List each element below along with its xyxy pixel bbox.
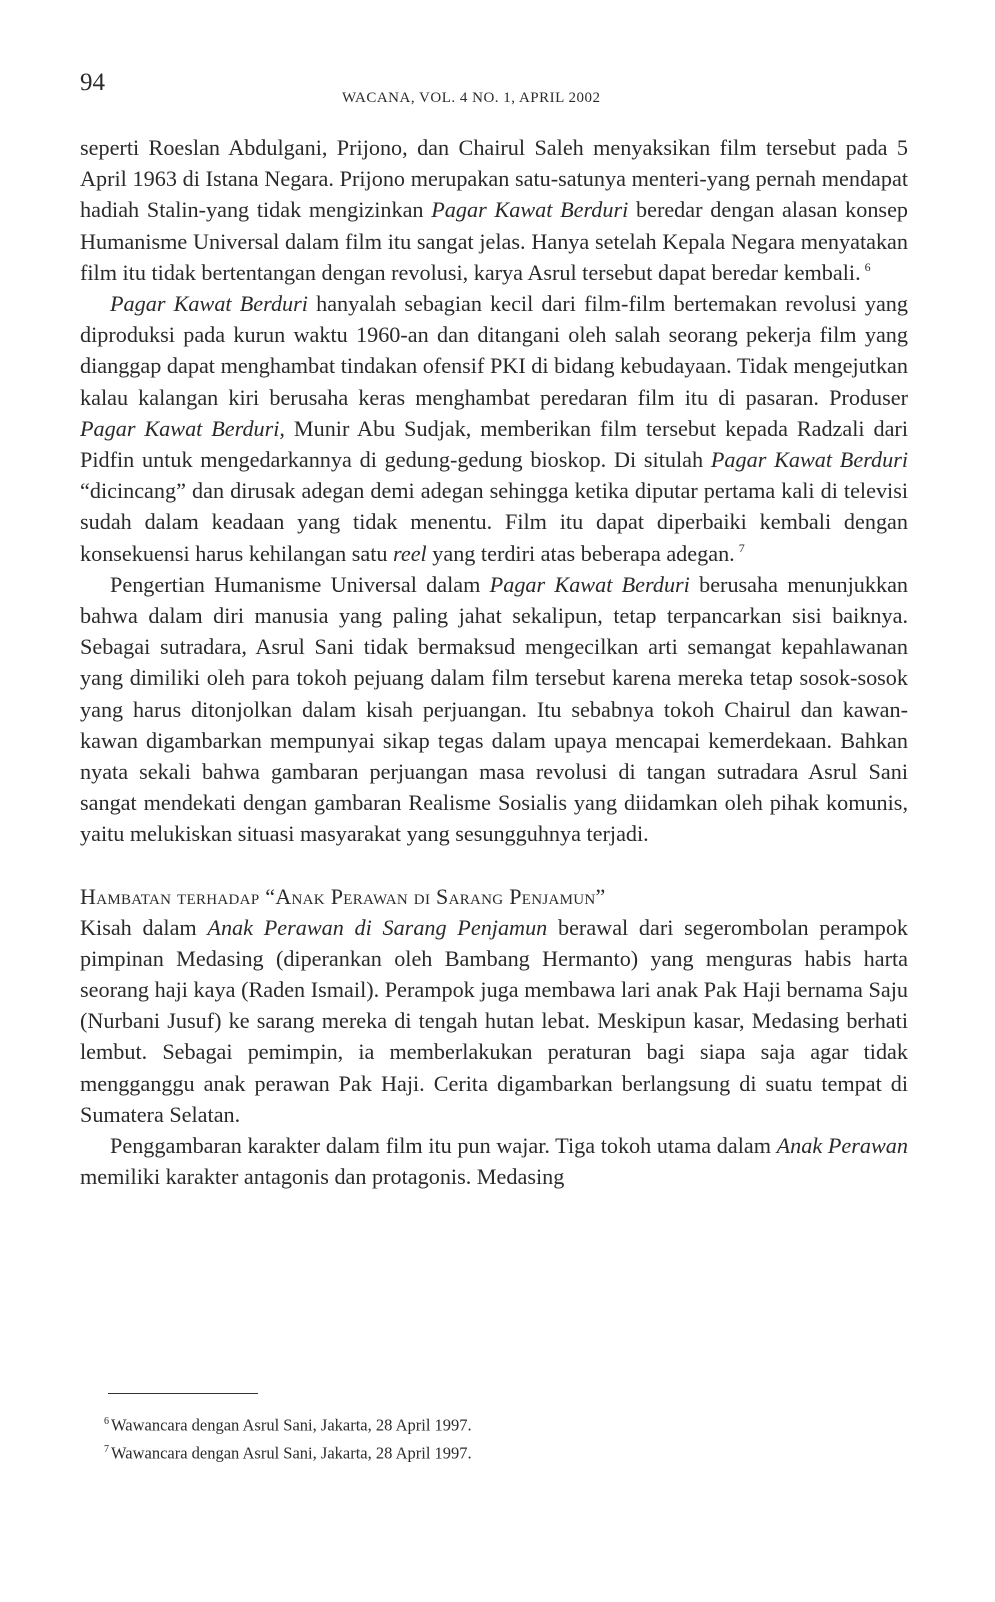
paragraph: Pengertian Humanisme Universal dalam Pagar Kawat Berduri berusaha menunjukkan bahwa dalam diri manusia yang paling jahat sekalipun, tetap terpancarkan sisi baiknya. Sebagai sutradara, Asrul Sani tidak bermaksud mengecilkan arti semangat kepahlawanan yang dimiliki oleh para tokoh pejuang dalam film tersebut karena mereka tetap sosok-sosok yang harus ditonjolkan dalam kisah perjuangan. Itu sebabnya tokoh Chairul dan kawan-kawan digambarkan mempunyai sikap tegas dalam upaya mencapai kemerdekaan. Bahkan nyata sekali bahwa gambaran perjuangan masa revolusi di tangan sutradara Asrul Sani sangat mendekati dengan gambaran Realisme Sosialis yang diidamkan oleh pihak komunis, yaitu melukiskan situasi masyarakat yang sesungguhnya terjadi. xyxy=(80,571,909,847)
film-title: Pagar Kawat Berduri, xyxy=(80,415,285,441)
film-title: Pagar Kawat Berduri xyxy=(710,447,908,473)
footnote-number: 6 xyxy=(104,1416,109,1427)
film-title: Pagar Kawat Berduri xyxy=(431,197,629,223)
paragraph: Kisah dalam Anak Perawan di Sarang Penjamun berawal dari segerombolan perampok pimpinan Medasing (diperankan oleh Bambang Hermanto) yang menguras habis harta seorang haji kaya (Raden Ismail). Perampok juga membawa lari anak Pak Haji bernama Saju (Nurbani Jusuf) ke sarang mereka di tengah hutan lebat. Meskipun kasar, Medasing berhati lembut. Sebagai pemimpin, ia memberlakukan peraturan bagi siapa saja agar tidak mengganggu anak perawan Pak Haji. Cerita digambarkan berlangsung di suatu tempat di Sumatera Selatan. xyxy=(80,914,909,1127)
footnote-reference: 6 xyxy=(864,260,871,275)
footnote-number: 7 xyxy=(104,1443,109,1455)
running-head: WACANA, VOL. 4 NO. 1, APRIL 2002 xyxy=(342,90,601,106)
footnote: $^7$ Wawancara dengan Asrul Sani, Jakarta, 28 April 1997. xyxy=(104,1443,472,1462)
footnote-reference: 7 xyxy=(738,541,745,556)
page-number: 94 xyxy=(80,69,105,96)
footnote: $^6$ Wawancara dengan Asrul Sani, Jakarta, 28 April 1997. xyxy=(104,1415,472,1435)
film-title: Anak Perawan xyxy=(776,1133,908,1159)
foreign-term: reel xyxy=(393,540,427,566)
paragraph: Penggambaran karakter dalam film itu pun wajar. Tiga tokoh utama dalam Anak Perawan memiliki karakter antagonis dan protagonis. Medasing xyxy=(80,1133,908,1190)
section-heading: Hambatan terhadap “Anak Perawan di Sarang Penjamun” xyxy=(80,883,606,909)
footnotes xyxy=(104,1410,884,1465)
film-title: Pagar Kawat Berduri xyxy=(489,571,690,597)
paragraph: Pagar Kawat Berduri hanyalah sebagian kecil dari film-film bertemakan revolusi yang diproduksi pada kurun waktu 1960-an dan ditangani oleh salah seorang pekerja film yang dianggap dapat menghambat tindakan ofensif PKI di bidang kebudayaan. Tidak mengejutkan kalau kalangan kiri berusaha keras menghambat peredaran film itu di pasaran. Produser Pagar Kawat Berduri, Munir Abu Sudjak, memberikan film tersebut kepada Radzali dari Pidfin untuk mengedarkannya di gedung-gedung bioskop. Di situlah Pagar Kawat Berduri “dicincang” dan dirusak adegan demi adegan sehingga ketika diputar pertama kali di televisi sudah dalam keadaan yang tidak menentu. Film itu dapat diperbaiki kembali dengan konsekuensi harus kehilangan satu reel yang terdiri atas beberapa adegan. $^7$ xyxy=(80,291,908,566)
footnote-divider xyxy=(108,1393,258,1394)
film-title: Pagar Kawat Berduri xyxy=(110,291,308,317)
article-body xyxy=(80,132,908,1193)
paragraph: seperti Roeslan Abdulgani, Prijono, dan Chairul Saleh menyaksikan film tersebut pada 5 April 1963 di Istana Negara. Prijono merupakan satu-satunya menteri-yang pernah mendapat hadiah Stalin-yang tidak mengizinkan Pagar Kawat Berduri beredar dengan alasan konsep Humanisme Universal dalam film itu sangat jelas. Hanya setelah Kepala Negara menyatakan film itu tidak bertentangan dengan revolusi, karya Asrul tersebut dapat beredar kembali. $^6$ xyxy=(80,135,909,285)
film-title: Anak Perawan di Sarang Penjamun xyxy=(207,914,548,940)
